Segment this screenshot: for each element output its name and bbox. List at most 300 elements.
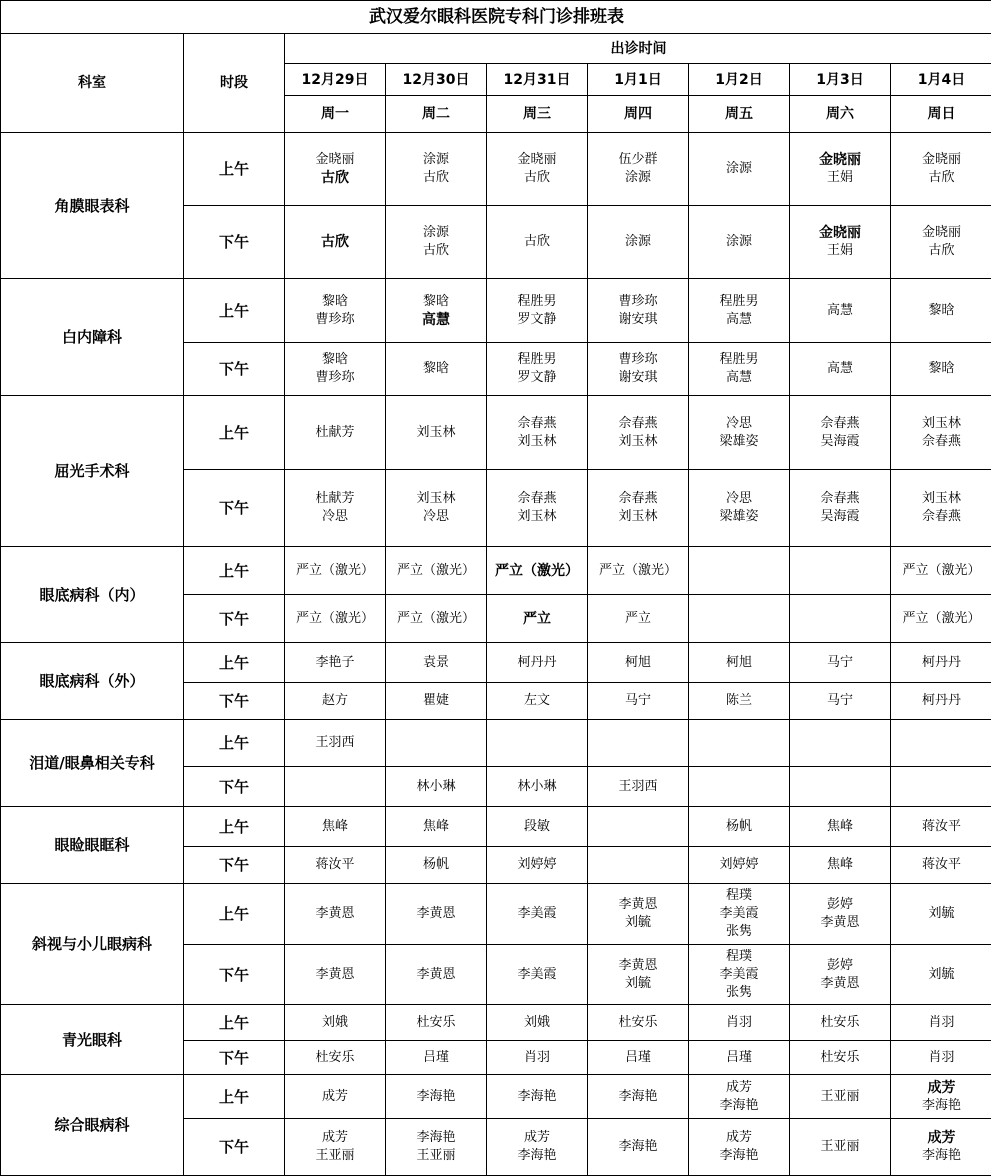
doctor-name: 李美霞 [689, 966, 789, 984]
schedule-cell [891, 343, 991, 396]
time-slot: 下午 [184, 945, 285, 1005]
doctor-name: 佘春燕 [891, 433, 991, 451]
doctor-name: 王亚丽 [790, 1138, 890, 1156]
doctor-name: 刘婷婷 [689, 856, 789, 874]
schedule-cell [790, 1075, 891, 1119]
schedule-cell [487, 206, 588, 279]
doctor-name: 李黄恩 [588, 896, 688, 914]
doctor-name: 冷思 [386, 508, 486, 526]
schedule-cell [891, 807, 991, 847]
doctor-name: 王亚丽 [790, 1088, 890, 1106]
schedule-cell [386, 884, 487, 945]
schedule-cell [487, 133, 588, 206]
doctor-name: 刘毓 [588, 914, 688, 932]
department-name: 屈光手术科 [1, 396, 184, 547]
table-row [1, 643, 991, 683]
doctor-name: 佘春燕 [588, 490, 688, 508]
schedule-cell [689, 133, 790, 206]
time-slot: 下午 [184, 595, 285, 643]
schedule-cell [689, 847, 790, 884]
doctor-name: 程胜男 [487, 293, 587, 311]
schedule-cell [689, 343, 790, 396]
schedule-cell [790, 1119, 891, 1176]
schedule-cell [790, 133, 891, 206]
schedule-cell [487, 470, 588, 547]
time-slot: 上午 [184, 807, 285, 847]
date-header: 1月4日 [891, 64, 991, 96]
schedule-cell [891, 279, 991, 343]
schedule-cell [588, 1041, 689, 1075]
doctor-name: 杜献芳 [285, 490, 385, 508]
department-name: 眼睑眼眶科 [1, 807, 184, 884]
table-row [1, 547, 991, 595]
doctor-name: 涂源 [588, 169, 688, 187]
schedule-cell [487, 945, 588, 1005]
doctor-name: 成芳 [285, 1129, 385, 1147]
doctor-name: 马宁 [588, 692, 688, 710]
doctor-name: 佘春燕 [487, 490, 587, 508]
doctor-name: 金晓丽 [790, 151, 890, 169]
time-slot: 下午 [184, 1119, 285, 1176]
schedule-cell [285, 396, 386, 470]
schedule-cell [487, 343, 588, 396]
schedule-cell [285, 133, 386, 206]
schedule-cell [790, 279, 891, 343]
date-header: 12月30日 [386, 64, 487, 96]
date-header: 12月31日 [487, 64, 588, 96]
doctor-name: 王亚丽 [285, 1147, 385, 1165]
doctor-name: 罗文静 [487, 311, 587, 329]
doctor-name: 刘玉林 [487, 433, 587, 451]
schedule-cell [790, 720, 891, 767]
department-name: 眼底病科（内） [1, 547, 184, 643]
doctor-name: 伍少群 [588, 151, 688, 169]
schedule-cell [588, 807, 689, 847]
doctor-name: 王亚丽 [386, 1147, 486, 1165]
doctor-name: 严立 [588, 610, 688, 628]
doctor-name: 曹珍珎 [285, 369, 385, 387]
doctor-name: 刘玉林 [386, 490, 486, 508]
doctor-name: 李海艳 [588, 1088, 688, 1106]
schedule-cell [285, 945, 386, 1005]
doctor-name: 刘毓 [891, 966, 991, 984]
schedule-cell [689, 279, 790, 343]
doctor-name: 杜献芳 [285, 424, 385, 442]
schedule-cell [285, 720, 386, 767]
doctor-name: 成芳 [689, 1079, 789, 1097]
doctor-name: 高慧 [386, 311, 486, 329]
schedule-cell [487, 396, 588, 470]
doctor-name: 李黄恩 [285, 905, 385, 923]
schedule-cell [891, 945, 991, 1005]
doctor-name: 梁雄姿 [689, 508, 789, 526]
schedule-cell [891, 683, 991, 720]
doctor-name: 吕瑾 [689, 1049, 789, 1067]
doctor-name: 古欣 [891, 242, 991, 260]
department-name: 斜视与小儿眼病科 [1, 884, 184, 1005]
schedule-cell [487, 1041, 588, 1075]
doctor-name: 刘玉林 [588, 508, 688, 526]
schedule-cell [386, 343, 487, 396]
schedule-cell [386, 547, 487, 595]
date-header: 1月2日 [689, 64, 790, 96]
doctor-name: 程胜男 [689, 351, 789, 369]
time-slot: 下午 [184, 470, 285, 547]
time-slot: 上午 [184, 133, 285, 206]
doctor-name: 吴海霞 [790, 508, 890, 526]
schedule-cell [689, 1005, 790, 1041]
doctor-name: 张隽 [689, 984, 789, 1002]
schedule-cell [588, 884, 689, 945]
schedule-cell [285, 595, 386, 643]
time-header: 出诊时间 [285, 34, 991, 64]
doctor-name: 李黄恩 [285, 966, 385, 984]
doctor-name: 涂源 [689, 160, 789, 178]
table-row [1, 133, 991, 206]
time-slot: 上午 [184, 884, 285, 945]
doctor-name: 黎晗 [386, 293, 486, 311]
schedule-cell [386, 1075, 487, 1119]
doctor-name: 柯旭 [689, 654, 789, 672]
schedule-cell [689, 945, 790, 1005]
doctor-name: 李海艳 [891, 1097, 991, 1115]
doctor-name: 李黄恩 [588, 957, 688, 975]
doctor-name: 焦峰 [386, 818, 486, 836]
doctor-name: 李黄恩 [790, 914, 890, 932]
schedule-cell [790, 1005, 891, 1041]
schedule-cell [285, 767, 386, 807]
doctor-name: 李海艳 [386, 1129, 486, 1147]
schedule-cell [386, 1041, 487, 1075]
doctor-name: 严立 [487, 610, 587, 628]
dept-header: 科室 [1, 34, 184, 133]
schedule-cell [891, 547, 991, 595]
doctor-name: 杨帆 [386, 856, 486, 874]
schedule-cell [790, 206, 891, 279]
doctor-name: 严立（激光） [386, 610, 486, 628]
doctor-name: 杜安乐 [588, 1014, 688, 1032]
schedule-cell [386, 720, 487, 767]
schedule-cell [285, 1005, 386, 1041]
page-title: 武汉爱尔眼科医院专科门诊排班表 [1, 1, 991, 34]
schedule-cell [487, 1119, 588, 1176]
doctor-name: 古欣 [285, 169, 385, 187]
schedule-cell [386, 133, 487, 206]
weekday-header: 周五 [689, 96, 790, 133]
doctor-name: 李海艳 [689, 1147, 789, 1165]
schedule-cell [285, 807, 386, 847]
time-slot: 上午 [184, 643, 285, 683]
schedule-cell [588, 1119, 689, 1176]
schedule-cell [891, 1041, 991, 1075]
doctor-name: 谢安琪 [588, 311, 688, 329]
schedule-cell [588, 767, 689, 807]
schedule-cell [386, 683, 487, 720]
schedule-cell [386, 1119, 487, 1176]
doctor-name: 李海艳 [487, 1088, 587, 1106]
doctor-name: 李黄恩 [790, 975, 890, 993]
schedule-cell [588, 470, 689, 547]
doctor-name: 成芳 [891, 1129, 991, 1147]
weekday-header: 周二 [386, 96, 487, 133]
doctor-name: 黎晗 [891, 302, 991, 320]
schedule-cell [285, 1075, 386, 1119]
schedule-cell [386, 767, 487, 807]
schedule-cell [891, 470, 991, 547]
doctor-name: 黎晗 [891, 360, 991, 378]
department-name: 泪道/眼鼻相关专科 [1, 720, 184, 807]
doctor-name: 瞿婕 [386, 692, 486, 710]
schedule-cell [386, 470, 487, 547]
schedule-cell [487, 1075, 588, 1119]
schedule-cell [891, 847, 991, 884]
schedule-cell [386, 807, 487, 847]
schedule-cell [790, 1041, 891, 1075]
doctor-name: 金晓丽 [891, 224, 991, 242]
schedule-cell [588, 547, 689, 595]
doctor-name: 杜安乐 [790, 1049, 890, 1067]
doctor-name: 佘春燕 [790, 490, 890, 508]
doctor-name: 成芳 [487, 1129, 587, 1147]
doctor-name: 吕瑾 [588, 1049, 688, 1067]
schedule-cell [285, 683, 386, 720]
doctor-name: 张隽 [689, 923, 789, 941]
doctor-name: 李海艳 [487, 1147, 587, 1165]
schedule-cell [487, 1005, 588, 1041]
schedule-cell [285, 206, 386, 279]
schedule-cell [891, 1119, 991, 1176]
doctor-name: 焦峰 [285, 818, 385, 836]
schedule-cell [487, 884, 588, 945]
schedule-cell [689, 884, 790, 945]
schedule-cell [891, 1075, 991, 1119]
doctor-name: 吕瑾 [386, 1049, 486, 1067]
schedule-cell [487, 720, 588, 767]
schedule-cell [588, 683, 689, 720]
doctor-name: 段敏 [487, 818, 587, 836]
time-slot: 下午 [184, 343, 285, 396]
weekday-header: 周三 [487, 96, 588, 133]
schedule-cell [386, 643, 487, 683]
doctor-name: 李艳子 [285, 654, 385, 672]
doctor-name: 吴海霞 [790, 433, 890, 451]
schedule-cell [285, 1119, 386, 1176]
schedule-cell [588, 343, 689, 396]
schedule-cell [285, 847, 386, 884]
doctor-name: 焦峰 [790, 818, 890, 836]
doctor-name: 佘春燕 [790, 415, 890, 433]
schedule-cell [689, 720, 790, 767]
doctor-name: 程璞 [689, 887, 789, 905]
schedule-cell [689, 1119, 790, 1176]
schedule-cell [891, 767, 991, 807]
doctor-name: 程胜男 [689, 293, 789, 311]
schedule-cell [588, 396, 689, 470]
doctor-name: 冷思 [689, 415, 789, 433]
doctor-name: 柯丹丹 [891, 692, 991, 710]
department-name: 青光眼科 [1, 1005, 184, 1075]
doctor-name: 林小琳 [487, 778, 587, 796]
doctor-name: 刘玉林 [588, 433, 688, 451]
doctor-name: 古欣 [891, 169, 991, 187]
doctor-name: 高慧 [689, 369, 789, 387]
schedule-cell [891, 720, 991, 767]
department-name: 白内障科 [1, 279, 184, 396]
table-row [1, 1005, 991, 1041]
doctor-name: 古欣 [285, 233, 385, 251]
doctor-name: 涂源 [689, 233, 789, 251]
doctor-name: 严立（激光） [386, 562, 486, 580]
doctor-name: 蒋汝平 [891, 856, 991, 874]
schedule-cell [487, 279, 588, 343]
schedule-cell [790, 683, 891, 720]
doctor-name: 黎晗 [285, 293, 385, 311]
doctor-name: 彭婷 [790, 896, 890, 914]
doctor-name: 佘春燕 [588, 415, 688, 433]
schedule-cell [285, 470, 386, 547]
doctor-name: 肖羽 [891, 1014, 991, 1032]
schedule-cell [487, 767, 588, 807]
doctor-name: 李黄恩 [386, 966, 486, 984]
doctor-name: 谢安琪 [588, 369, 688, 387]
doctor-name: 程璞 [689, 948, 789, 966]
schedule-cell [588, 945, 689, 1005]
doctor-name: 王羽西 [588, 778, 688, 796]
doctor-name: 黎晗 [285, 351, 385, 369]
schedule-cell [386, 279, 487, 343]
doctor-name: 杜安乐 [285, 1049, 385, 1067]
schedule-cell [689, 1075, 790, 1119]
schedule-cell [689, 595, 790, 643]
schedule-cell [689, 807, 790, 847]
doctor-name: 刘毓 [588, 975, 688, 993]
doctor-name: 曹珍珎 [588, 351, 688, 369]
doctor-name: 刘毓 [891, 905, 991, 923]
schedule-cell [487, 807, 588, 847]
schedule-cell [487, 683, 588, 720]
time-slot: 上午 [184, 279, 285, 343]
schedule-cell [790, 884, 891, 945]
doctor-name: 彭婷 [790, 957, 890, 975]
doctor-name: 古欣 [386, 242, 486, 260]
doctor-name: 李海艳 [588, 1138, 688, 1156]
doctor-name: 涂源 [588, 233, 688, 251]
doctor-name: 王羽西 [285, 734, 385, 752]
doctor-name: 佘春燕 [891, 508, 991, 526]
doctor-name: 黎晗 [386, 360, 486, 378]
schedule-cell [588, 1075, 689, 1119]
doctor-name: 严立（激光） [487, 562, 587, 580]
schedule-cell [588, 133, 689, 206]
doctor-name: 严立（激光） [891, 562, 991, 580]
doctor-name: 王娟 [790, 169, 890, 187]
doctor-name: 曹珍珎 [588, 293, 688, 311]
schedule-cell [790, 547, 891, 595]
table-row [1, 807, 991, 847]
doctor-name: 蒋汝平 [285, 856, 385, 874]
schedule-cell [487, 847, 588, 884]
doctor-name: 杜安乐 [386, 1014, 486, 1032]
time-slot: 下午 [184, 206, 285, 279]
schedule-cell [588, 206, 689, 279]
schedule-cell [891, 396, 991, 470]
doctor-name: 李美霞 [689, 905, 789, 923]
doctor-name: 赵方 [285, 692, 385, 710]
time-slot: 下午 [184, 767, 285, 807]
date-header: 1月3日 [790, 64, 891, 96]
schedule-cell [790, 343, 891, 396]
doctor-name: 陈兰 [689, 692, 789, 710]
doctor-name: 高慧 [689, 311, 789, 329]
schedule-cell [689, 683, 790, 720]
doctor-name: 严立（激光） [285, 562, 385, 580]
doctor-name: 柯丹丹 [487, 654, 587, 672]
doctor-name: 林小琳 [386, 778, 486, 796]
department-name: 角膜眼表科 [1, 133, 184, 279]
schedule-cell [386, 595, 487, 643]
schedule-cell [689, 470, 790, 547]
schedule-cell [285, 343, 386, 396]
schedule-cell [487, 643, 588, 683]
doctor-name: 冷思 [285, 508, 385, 526]
doctor-name: 刘玉林 [891, 415, 991, 433]
date-header: 12月29日 [285, 64, 386, 96]
doctor-name: 成芳 [285, 1088, 385, 1106]
schedule-cell [588, 720, 689, 767]
schedule-cell [891, 206, 991, 279]
doctor-name: 涂源 [386, 224, 486, 242]
doctor-name: 李美霞 [487, 966, 587, 984]
weekday-header: 周日 [891, 96, 991, 133]
doctor-name: 李海艳 [891, 1147, 991, 1165]
schedule-cell [790, 470, 891, 547]
doctor-name: 刘玉林 [487, 508, 587, 526]
schedule-cell [790, 945, 891, 1005]
schedule-cell [689, 1041, 790, 1075]
doctor-name: 金晓丽 [285, 151, 385, 169]
doctor-name: 刘玉林 [891, 490, 991, 508]
schedule-cell [285, 279, 386, 343]
doctor-name: 金晓丽 [790, 224, 890, 242]
weekday-header: 周四 [588, 96, 689, 133]
doctor-name: 肖羽 [487, 1049, 587, 1067]
date-header: 1月1日 [588, 64, 689, 96]
schedule-cell [386, 396, 487, 470]
doctor-name: 王娟 [790, 242, 890, 260]
doctor-name: 梁雄姿 [689, 433, 789, 451]
schedule-cell [689, 206, 790, 279]
schedule-cell [285, 1041, 386, 1075]
weekday-header: 周一 [285, 96, 386, 133]
schedule-cell [790, 767, 891, 807]
table-row [1, 279, 991, 343]
doctor-name: 李海艳 [689, 1097, 789, 1115]
doctor-name: 柯旭 [588, 654, 688, 672]
doctor-name: 金晓丽 [891, 151, 991, 169]
doctor-name: 高慧 [790, 360, 890, 378]
doctor-name: 成芳 [689, 1129, 789, 1147]
schedule-cell [689, 396, 790, 470]
schedule-cell [790, 847, 891, 884]
schedule-cell [285, 884, 386, 945]
department-name: 综合眼病科 [1, 1075, 184, 1176]
doctor-name: 刘娥 [285, 1014, 385, 1032]
schedule-cell [891, 133, 991, 206]
doctor-name: 蒋汝平 [891, 818, 991, 836]
doctor-name: 刘婷婷 [487, 856, 587, 874]
time-slot: 下午 [184, 1041, 285, 1075]
schedule-cell [588, 847, 689, 884]
